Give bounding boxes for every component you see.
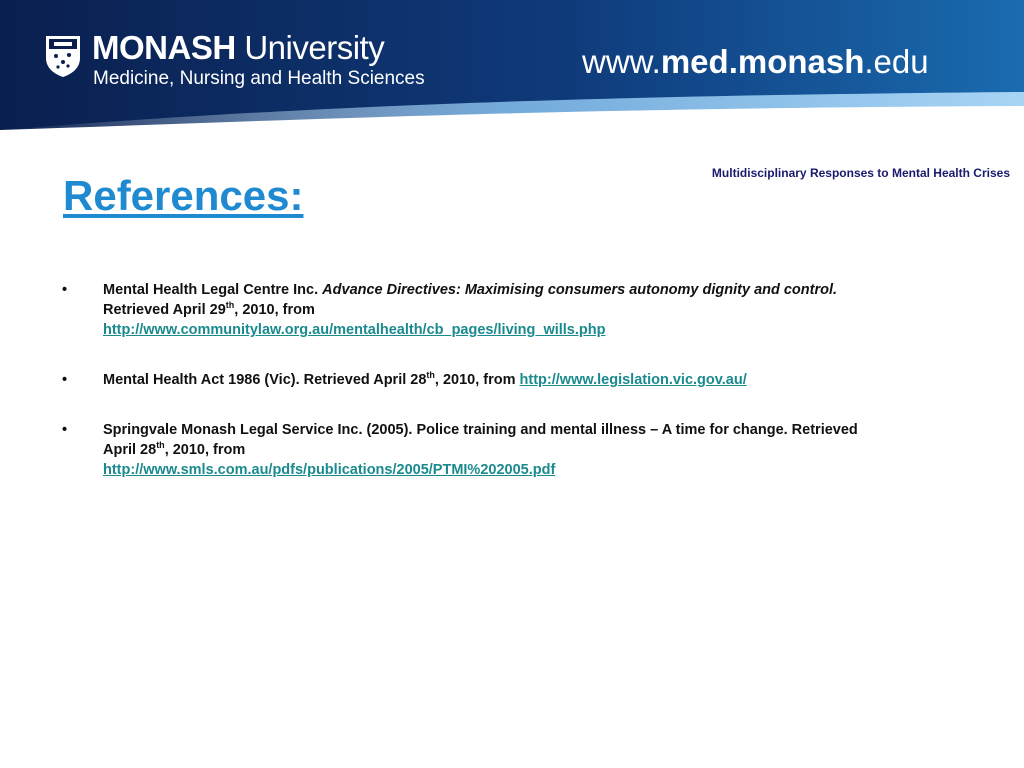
university-logo-wordmark [92, 30, 384, 66]
url-domain: med.monash [660, 43, 865, 80]
faculty-url [582, 42, 929, 82]
reference-text: Mental Health Act 1986 (Vic). Retrieved April 28 [103, 372, 427, 388]
reference-item [62, 280, 882, 340]
reference-link[interactable]: http://www.legislation.vic.gov.au/ [519, 372, 747, 388]
bullet-icon: • [62, 422, 68, 438]
reference-item [62, 420, 882, 480]
reference-text: , 2010, from [234, 302, 315, 318]
reference-text: Mental Health Legal Centre Inc. [103, 282, 323, 298]
monash-crest-icon [44, 34, 82, 78]
url-suffix: .edu [864, 43, 929, 80]
slide-title: References: [63, 172, 304, 219]
reference-text: Retrieved April 29 [103, 302, 226, 318]
reference-link[interactable]: http://www.communitylaw.org.au/mentalhealth/cb_pages/living_wills.php [103, 322, 606, 338]
reference-link[interactable]: http://www.smls.com.au/pdfs/publications/2005/PTMI%202005.pdf [103, 462, 556, 478]
reference-superscript: th [156, 440, 165, 451]
logo-university: University [235, 29, 385, 66]
reference-superscript: th [426, 370, 435, 381]
reference-item [62, 370, 882, 390]
reference-text: , 2010, from [434, 372, 520, 388]
bullet-icon: • [62, 372, 68, 388]
faculty-name: Medicine, Nursing and Health Sciences [93, 68, 425, 89]
logo-monash: MONASH [92, 29, 236, 66]
reference-title: Advance Directives: Maximising consumers autonomy dignity and control. [322, 282, 838, 298]
reference-text: , 2010, from [164, 442, 246, 458]
url-prefix: www. [582, 43, 661, 80]
bullet-icon: • [62, 282, 68, 298]
reference-superscript: th [225, 300, 235, 311]
reference-text: Springvale Monash Legal Service Inc. (2005). Police training and mental illness – A time for change. Retrieved April 28 [103, 422, 858, 458]
header-banner [0, 0, 1024, 130]
references-list [62, 280, 882, 510]
presentation-subtitle: Multidisciplinary Responses to Mental Health Crises [711, 166, 1010, 180]
